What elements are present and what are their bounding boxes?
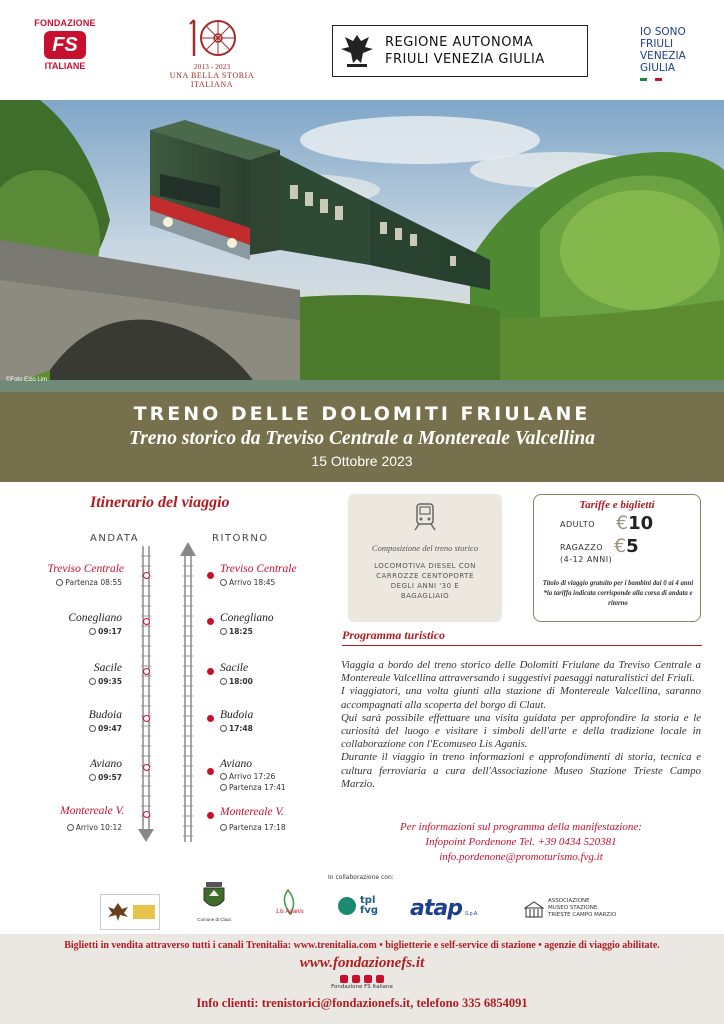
region-fvg-logo (332, 25, 588, 77)
lis-aganis-logo (272, 888, 308, 915)
eagle-icon (106, 901, 130, 923)
io-sono-fvg-logo (640, 26, 710, 81)
ritorno-station-time: 18:25 (220, 627, 253, 636)
ritorno-station-time: Partenza 17:18 (220, 823, 286, 832)
andata-station-time: Partenza 08:55 (56, 578, 122, 587)
station-building-icon (524, 900, 544, 918)
atap-logo (410, 896, 479, 921)
region-line-2: FRIULI VENEZIA GIULIA (385, 52, 545, 67)
adult-label: ADULTO (560, 520, 596, 529)
coat-of-arms-icon (201, 882, 227, 912)
tpl-circle-icon (338, 897, 356, 915)
ticket-sales-info: Biglietti in vendita attraverso tutti i canali Trenitalia: www.trenitalia.com • biglietterie e self-service di stazione • agenzie di viaggio abilitate. (64, 940, 660, 951)
instagram-icon[interactable] (364, 975, 372, 983)
train-composition-box (348, 494, 502, 622)
region-line-1: REGIONE AUTONOMA (385, 35, 534, 50)
adult-price: €10 (616, 512, 654, 534)
clock-icon (220, 773, 227, 780)
ritorno-station-time: Arrivo 17:26 (220, 772, 275, 781)
ritorno-stop-marker (207, 812, 214, 819)
museo-stazione-logo (524, 898, 616, 919)
website-link[interactable]: www.fondazionefs.it (299, 955, 425, 971)
facebook-icon[interactable] (340, 975, 348, 983)
andata-stop-marker (143, 572, 150, 579)
tpl-fvg-logo (338, 896, 382, 916)
andata-station-time: 09:35 (89, 677, 122, 686)
program-text: Viaggia a bordo del treno storico delle Dolomiti Friulane da Treviso Centrale a Montereale Valcellina attraversando i suggestivi paesaggi naturalistici del Friuli. I viaggiatori, una volta giunti alla stazione di Montereale Valcellina, saranno accompagnati alla scoperta del borgo di Claut. Qui sarà possibile effettuare una visita guidata per approfondire la storia e le curiosità del luogo e visitare i simboli dell'arte e della tradizione locale in collaborazione con l'Ecomuseo Lis Aganis. Durante il viaggio in treno informazioni e approfondimenti di storia, tecnica e cultura ferroviaria a cura dell'Associazione Museo Stazione Trieste Campo Marzio. (341, 659, 701, 790)
andata-stop-marker (143, 618, 150, 625)
andata-station-name: Sacile (93, 662, 122, 674)
lis-aganis-label: Lis Aganis (276, 909, 304, 915)
ritorno-stop-marker (207, 715, 214, 722)
customer-info: Info clienti: trenistorici@fondazionefs.it, telefono 335 6854091 (196, 996, 528, 1010)
andata-stop-marker (143, 668, 150, 675)
iosono-line-2: FRIULI (640, 38, 674, 50)
clock-icon (220, 579, 227, 586)
tariff-notes: Titolo di viaggio gratuito per i bambini dai 0 ai 4 anni *la tariffa indicata corrisponde alla corsa di andata e ritorno (542, 580, 694, 607)
iosono-line-3: VENEZIA (640, 50, 686, 62)
ritorno-label: RITORNO (212, 533, 269, 544)
andata-station-time: 09:47 (89, 724, 122, 733)
italian-flag-icon (640, 78, 662, 81)
ritorno-station-name: Aviano (220, 758, 252, 770)
iosono-line-4: GIULIA (640, 62, 676, 74)
fs-logo-top-text: FONDAZIONE (34, 18, 96, 28)
ritorno-stop-marker (207, 768, 214, 775)
ritorno-station-name: Sacile (220, 662, 249, 674)
clock-icon (56, 579, 63, 586)
andata-station-name: Budoia (88, 709, 122, 721)
program-title: Programma turistico (342, 628, 702, 646)
twitter-icon[interactable] (376, 975, 384, 983)
clock-icon (220, 824, 227, 831)
ritorno-track (180, 542, 196, 844)
footer-org-name: Fondazione FS Italiane (331, 984, 393, 990)
andata-station-name: Montereale V. (60, 805, 124, 817)
collaboration-label: In collaborazione con: (328, 874, 394, 881)
comune-claut-logo (196, 882, 232, 922)
ritorno-station-time: 17:48 (220, 724, 253, 733)
eagle-icon (333, 27, 381, 75)
composition-title: Composizione del treno storico (371, 543, 479, 553)
anniversary-logo (150, 14, 274, 89)
ritorno-station-name: Montereale V. (220, 806, 284, 818)
andata-station-time: 09:17 (89, 627, 122, 636)
ritorno-station-name: Conegliano (220, 612, 274, 624)
tariff-box (533, 494, 701, 622)
anniversary-tagline: UNA BELLA STORIA ITALIANA (169, 71, 255, 89)
atap-label: atap (410, 896, 462, 921)
clock-icon (89, 774, 96, 781)
ritorno-stop-marker (207, 618, 214, 625)
train-icon (413, 502, 437, 532)
ritorno-station-time: Partenza 17:41 (220, 783, 286, 792)
photo-credit: ©Foto Ezio Lim (6, 377, 48, 383)
ritorno-stop-marker (207, 572, 214, 579)
andata-stop-marker (143, 715, 150, 722)
ritorno-station-time: Arrivo 18:45 (220, 578, 275, 587)
event-date: 15 Ottobre 2023 (311, 453, 413, 469)
ritorno-station-name: Treviso Centrale (220, 563, 297, 575)
clock-icon (89, 725, 96, 732)
partner-eagle-logo (100, 894, 160, 930)
andata-stop-marker (143, 811, 150, 818)
museo-label: ASSOCIAZIONE MUSEO STAZIONE TRIESTE CAMPO MARZIO (548, 898, 617, 918)
iosono-line-1: IO SONO (640, 26, 686, 38)
andata-station-time: Arrivo 10:12 (67, 823, 122, 832)
title-band (0, 392, 724, 482)
clock-icon (67, 824, 74, 831)
clock-icon (220, 784, 227, 791)
andata-station-time: 09:57 (89, 773, 122, 782)
program-contact-info: Per informazioni sul programma della manifestazione: Infopoint Pordenone Tel. +39 0434 520381 info.pordenone@promoturismo.fvg.it (400, 821, 642, 863)
fs-logo-bottom-text: ITALIANE (44, 61, 86, 71)
header (0, 0, 724, 100)
anniversary-years: 2013 - 2023 (193, 62, 231, 71)
tariff-title: Tariffe e biglietti (579, 499, 655, 511)
ritorno-stop-marker (207, 668, 214, 675)
footer (0, 934, 724, 1024)
andata-station-name: Aviano (90, 758, 122, 770)
itinerary-title: Itinerario del viaggio (90, 494, 230, 511)
youtube-icon[interactable] (352, 975, 360, 983)
clock-icon (89, 628, 96, 635)
ritorno-station-time: 18:00 (220, 677, 253, 686)
clock-icon (89, 678, 96, 685)
comune-claut-label: Comune di Claut (197, 917, 231, 922)
fondazione-fs-logo (32, 18, 98, 71)
event-subtitle: Treno storico da Treviso Centrale a Montereale Valcellina (129, 428, 595, 449)
tpl-fvg-label: tpl fvg (360, 895, 379, 916)
child-price: €5 (614, 535, 639, 557)
andata-station-name: Conegliano (68, 612, 122, 624)
andata-station-name: Treviso Centrale (47, 563, 124, 575)
child-label: RAGAZZO (560, 543, 603, 552)
train-bridge-photo (0, 100, 724, 392)
andata-stop-marker (143, 764, 150, 771)
andata-track (138, 546, 154, 846)
clock-icon (220, 628, 227, 635)
clock-icon (220, 725, 227, 732)
atap-suffix: S.p.A. (464, 911, 479, 917)
andata-label: ANDATA (90, 533, 140, 544)
ritorno-station-name: Budoia (220, 709, 254, 721)
composition-description: LOCOMOTIVA DIESEL CON CARROZZE CENTOPORTE DEGLI ANNI '30 E BAGAGLIAIO (374, 562, 476, 600)
clock-icon (220, 678, 227, 685)
wheel-ten-icon (182, 14, 242, 60)
child-age: (4-12 ANNI) (560, 555, 613, 564)
event-title: TRENO DELLE DOLOMITI FRIULANE (133, 403, 591, 425)
fs-logo-mark: FS (44, 31, 86, 59)
social-icons (0, 975, 724, 983)
